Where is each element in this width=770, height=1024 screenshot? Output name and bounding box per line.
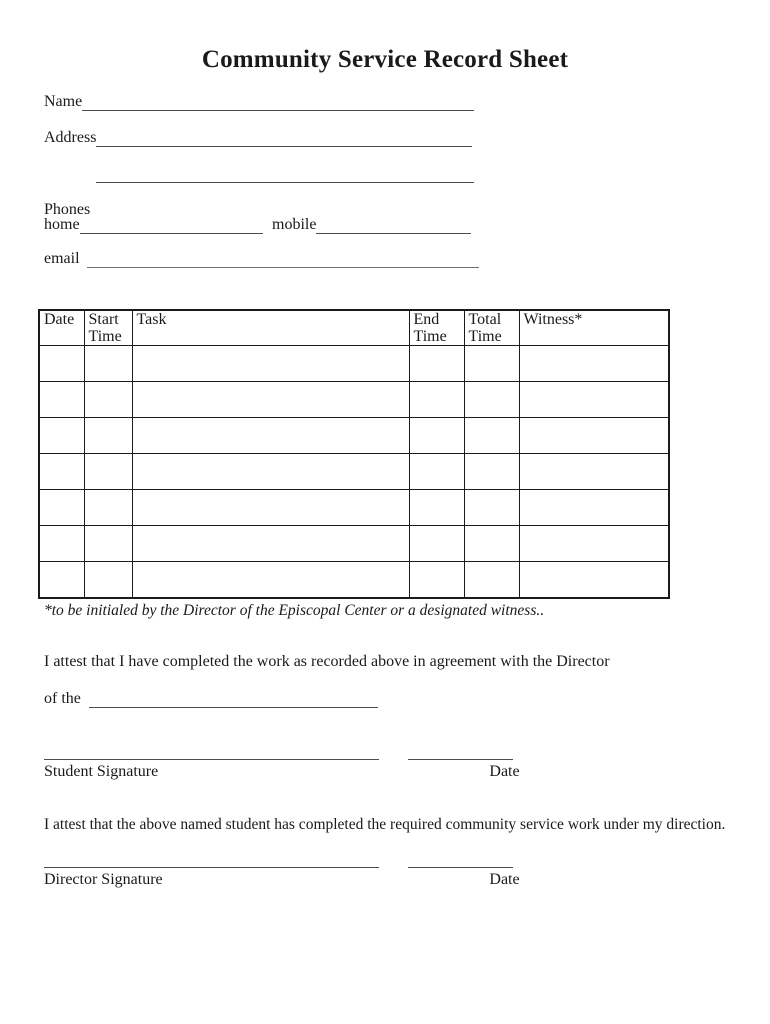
date-cell[interactable] <box>39 346 84 382</box>
table-row <box>39 418 669 454</box>
total-time-cell[interactable] <box>464 526 519 562</box>
table-row <box>39 562 669 598</box>
organization-field-row <box>44 690 378 708</box>
column-header-task: Task <box>132 310 409 346</box>
witness-cell[interactable] <box>519 382 669 418</box>
date-cell[interactable] <box>39 454 84 490</box>
director-attestation-text: I attest that the above named student has completed the required community service work under my direction. <box>44 816 726 833</box>
column-header-witness: Witness* <box>519 310 669 346</box>
end-time-cell[interactable] <box>409 526 464 562</box>
service-table-container <box>38 309 670 599</box>
student-signature-labels <box>44 763 564 781</box>
task-cell[interactable] <box>132 382 409 418</box>
of-the-label: of the <box>44 690 81 707</box>
task-cell[interactable] <box>132 346 409 382</box>
phones-label: Phones <box>44 201 91 218</box>
mobile-phone-group <box>272 216 471 234</box>
total-time-cell[interactable] <box>464 562 519 598</box>
signature-gap <box>379 850 408 868</box>
column-header-start-time: Start Time <box>84 310 132 346</box>
witness-cell[interactable] <box>519 346 669 382</box>
end-time-cell[interactable] <box>409 382 464 418</box>
start-time-cell[interactable] <box>84 454 132 490</box>
director-signature-labels <box>44 871 564 889</box>
address-input-line-2[interactable] <box>96 165 474 183</box>
witness-cell[interactable] <box>519 454 669 490</box>
student-date-label: Date <box>489 763 520 780</box>
start-time-cell[interactable] <box>84 562 132 598</box>
home-label: home <box>44 216 80 233</box>
director-date-label: Date <box>489 871 520 888</box>
student-attestation-text: I attest that I have completed the work as recorded above in agreement with the Director <box>44 653 610 670</box>
address-label: Address <box>44 129 97 146</box>
date-cell[interactable] <box>39 526 84 562</box>
table-row <box>39 346 669 382</box>
end-time-cell[interactable] <box>409 490 464 526</box>
email-label: email <box>44 250 80 267</box>
address-input-line[interactable] <box>96 129 472 147</box>
task-cell[interactable] <box>132 526 409 562</box>
email-field-row <box>44 250 479 268</box>
start-time-cell[interactable] <box>84 346 132 382</box>
service-table-header <box>39 310 669 346</box>
total-time-cell[interactable] <box>464 418 519 454</box>
column-header-end-time: End Time <box>409 310 464 346</box>
start-time-cell[interactable] <box>84 490 132 526</box>
home-phone-input-line[interactable] <box>80 216 263 234</box>
start-time-cell[interactable] <box>84 526 132 562</box>
total-time-cell[interactable] <box>464 382 519 418</box>
end-time-cell[interactable] <box>409 346 464 382</box>
task-cell[interactable] <box>132 418 409 454</box>
date-cell[interactable] <box>39 562 84 598</box>
director-signature-line[interactable] <box>44 850 379 868</box>
end-time-cell[interactable] <box>409 418 464 454</box>
mobile-phone-input-line[interactable] <box>316 216 471 234</box>
service-table <box>38 309 670 599</box>
student-signature-row <box>44 742 513 760</box>
table-row <box>39 382 669 418</box>
start-time-cell[interactable] <box>84 382 132 418</box>
column-header-date: Date <box>39 310 84 346</box>
student-signature-line[interactable] <box>44 742 379 760</box>
witness-cell[interactable] <box>519 418 669 454</box>
address-field-row <box>44 129 472 147</box>
date-cell[interactable] <box>39 418 84 454</box>
end-time-cell[interactable] <box>409 562 464 598</box>
phones-field-row <box>44 216 471 234</box>
page-title: Community Service Record Sheet <box>201 46 569 73</box>
table-row <box>39 490 669 526</box>
date-cell[interactable] <box>39 490 84 526</box>
director-signature-label: Director Signature <box>44 871 163 888</box>
name-field-row <box>44 93 474 111</box>
table-footnote: *to be initialed by the Director of the Episcopal Center or a designated witness.. <box>44 602 545 619</box>
email-input-line[interactable] <box>87 250 479 268</box>
name-label: Name <box>44 93 83 110</box>
director-signature-row <box>44 850 513 868</box>
task-cell[interactable] <box>132 454 409 490</box>
witness-cell[interactable] <box>519 490 669 526</box>
witness-cell[interactable] <box>519 526 669 562</box>
table-row <box>39 454 669 490</box>
start-time-cell[interactable] <box>84 418 132 454</box>
service-table-body <box>39 346 669 598</box>
task-cell[interactable] <box>132 490 409 526</box>
signature-gap <box>379 742 408 760</box>
task-cell[interactable] <box>132 562 409 598</box>
director-date-line[interactable] <box>408 850 513 868</box>
home-phone-group <box>44 216 263 234</box>
end-time-cell[interactable] <box>409 454 464 490</box>
total-time-cell[interactable] <box>464 346 519 382</box>
column-header-total-time: Total Time <box>464 310 519 346</box>
name-input-line[interactable] <box>82 93 474 111</box>
table-row <box>39 526 669 562</box>
total-time-cell[interactable] <box>464 454 519 490</box>
mobile-label: mobile <box>272 216 317 233</box>
header-row <box>39 310 669 346</box>
witness-cell[interactable] <box>519 562 669 598</box>
date-cell[interactable] <box>39 382 84 418</box>
organization-input-line[interactable] <box>89 690 378 708</box>
student-date-line[interactable] <box>408 742 513 760</box>
student-signature-label: Student Signature <box>44 763 159 780</box>
total-time-cell[interactable] <box>464 490 519 526</box>
